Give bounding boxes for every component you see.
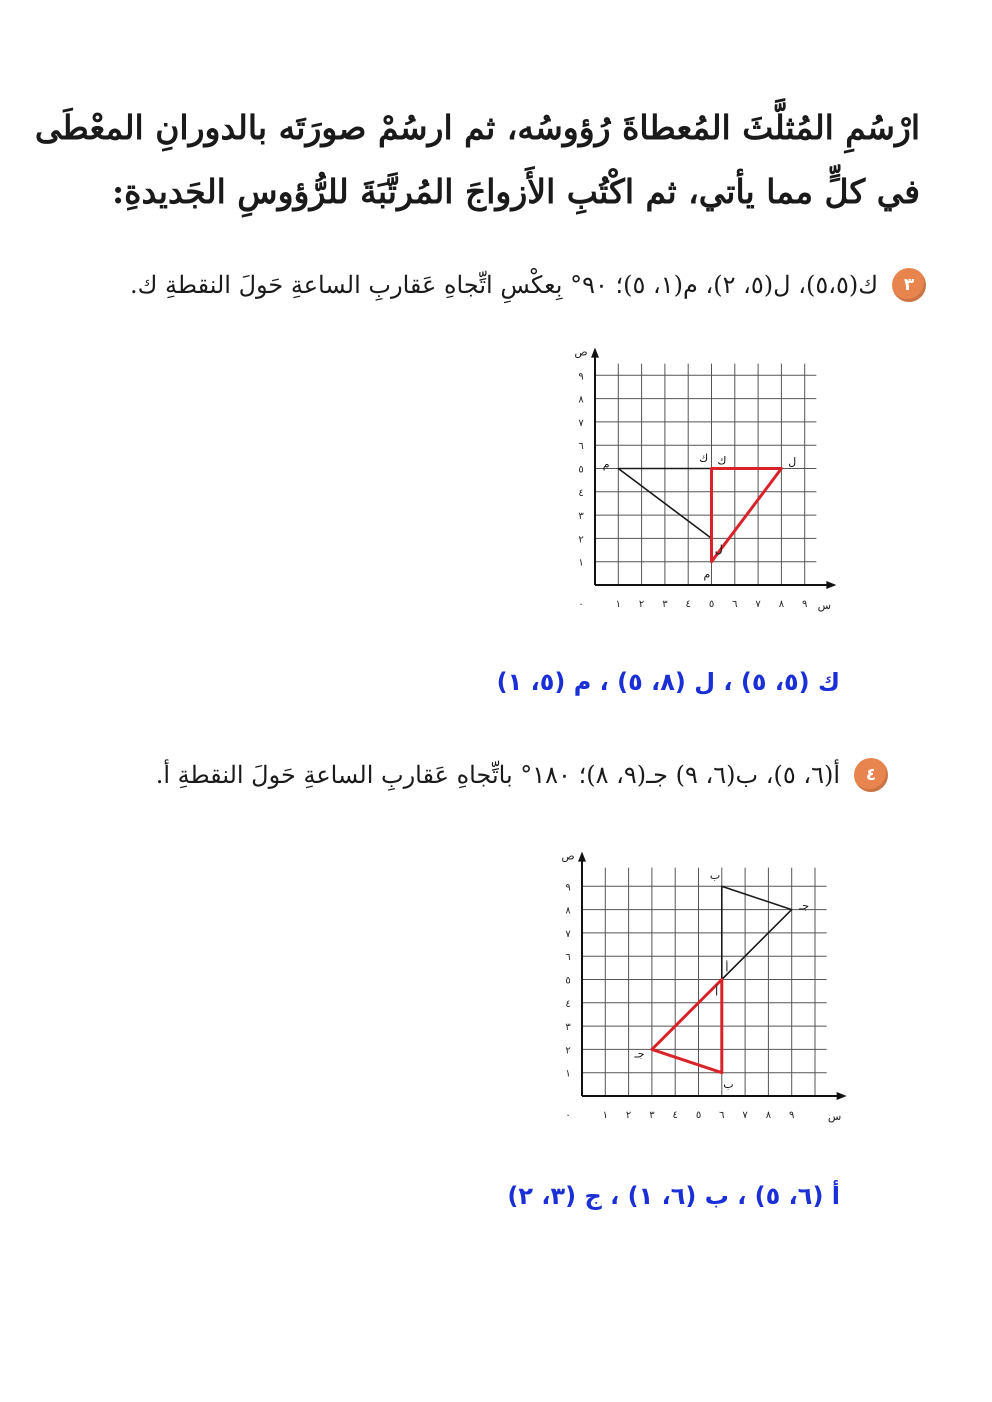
exercise-number-badge: ٤	[854, 758, 888, 792]
y-tick-label: ٧	[578, 417, 584, 429]
x-tick-label: ٦	[732, 599, 738, 610]
exercise-4	[156, 758, 888, 792]
y-tick-label: ٦	[578, 441, 584, 453]
x-tick-label: ٩	[802, 599, 808, 610]
instruction-line-1: ارْسُمِ المُثلَّثَ المُعطاةَ رُؤوسُه، ثم ارسُمْ صورَتَه بالدورانِ المعْطَى	[34, 108, 920, 147]
y-tick-label: ٩	[565, 882, 571, 894]
x-tick-label: ٤	[672, 1110, 678, 1121]
instruction-line-2: في كلٍّ مما يأتي، ثم اكْتُبِ الأَزواجَ المُرتَّبَةَ للرُّؤوسِ الجَديدةِ:	[111, 172, 920, 211]
exercise-number-badge: ٣	[892, 268, 926, 302]
y-tick-label: ٤	[565, 998, 571, 1010]
y-axis-label: ص	[561, 849, 575, 863]
vertex-label: جـ	[634, 1047, 645, 1061]
exercise-text: أ(٦، ٥)، ب(٦، ٩) جـ(٩، ٨)؛ ١٨٠° باتِّجاهِ عَقاربِ الساعةِ حَولَ النقطةِ أ.	[155, 761, 840, 789]
answer-exercise-3: ك (٥، ٥) ، ل (٨، ٥) ، م (٥، ١)	[496, 668, 840, 696]
y-tick-label: ٩	[578, 371, 584, 383]
x-tick-label: ٢	[625, 1110, 632, 1121]
y-tick-label: ٣	[565, 1022, 571, 1034]
x-tick-label: ٨	[778, 599, 785, 610]
x-tick-label: ٢	[638, 599, 645, 610]
y-tick-label: ١	[578, 557, 584, 569]
vertex-label: ل	[714, 543, 723, 557]
y-tick-label: ٨	[565, 905, 571, 917]
x-tick-label: ٥	[695, 1110, 702, 1121]
vertex-label: ل	[788, 455, 797, 469]
origin-label: ٠	[565, 1110, 571, 1121]
x-tick-label: ١	[615, 599, 621, 610]
x-tick-label: ٣	[649, 1110, 655, 1121]
x-tick-label: ٣	[662, 599, 668, 610]
coordinate-grid-exercise-4	[555, 849, 845, 1128]
y-tick-label: ٨	[578, 394, 584, 406]
x-tick-label: ٧	[742, 1110, 748, 1121]
vertex-label: جـ	[799, 899, 810, 913]
vertex-label: أ	[725, 961, 729, 975]
x-tick-label: ٥	[708, 599, 715, 610]
exercise-text: ك(٥،٥)، ل(٥، ٢)، م(١، ٥)؛ ٩٠° بِعكْسِ اتِّجاهِ عَقاربِ الساعةِ حَولَ النقطةِ ك.	[129, 271, 878, 299]
vertex-label: ب	[709, 869, 721, 883]
y-tick-label: ٧	[565, 928, 571, 940]
vertex-label: ك	[699, 452, 709, 466]
y-tick-label: ٤	[578, 487, 584, 499]
x-axis-arrow	[837, 1092, 847, 1100]
answer-exercise-4: أ (٦، ٥) ، ب (٦، ١) ، ج (٣، ٢)	[507, 1182, 840, 1210]
x-axis-label: س	[827, 1110, 842, 1123]
x-tick-label: ١	[602, 1110, 608, 1121]
vertex-label: ب	[723, 1077, 734, 1091]
vertex-label: أ	[715, 985, 719, 999]
instructions	[34, 96, 920, 224]
coordinate-grid-exercise-3	[555, 345, 845, 622]
x-tick-label: ٨	[765, 1110, 772, 1121]
vertex-label: م	[703, 567, 711, 581]
y-axis-arrow	[591, 348, 599, 358]
x-tick-label: ٧	[755, 599, 761, 610]
y-tick-label: ٣	[578, 511, 584, 523]
y-tick-label: ٢	[565, 1045, 571, 1057]
exercise-3	[130, 268, 926, 302]
y-tick-label: ٥	[565, 975, 571, 987]
y-tick-label: ٦	[565, 952, 571, 964]
vertex-label: م	[602, 457, 610, 471]
x-axis-arrow	[826, 581, 836, 589]
y-axis-label: ص	[574, 345, 588, 359]
y-tick-label: ٥	[578, 464, 584, 476]
y-axis-arrow	[578, 852, 586, 862]
x-tick-label: ٩	[789, 1110, 795, 1121]
y-tick-label: ٢	[578, 534, 584, 546]
x-tick-label: ٤	[685, 599, 691, 610]
y-tick-label: ١	[565, 1068, 571, 1080]
vertex-label: ك	[717, 454, 727, 468]
origin-label: ٠	[578, 599, 584, 610]
x-tick-label: ٦	[719, 1110, 725, 1121]
x-axis-label: س	[817, 599, 832, 612]
